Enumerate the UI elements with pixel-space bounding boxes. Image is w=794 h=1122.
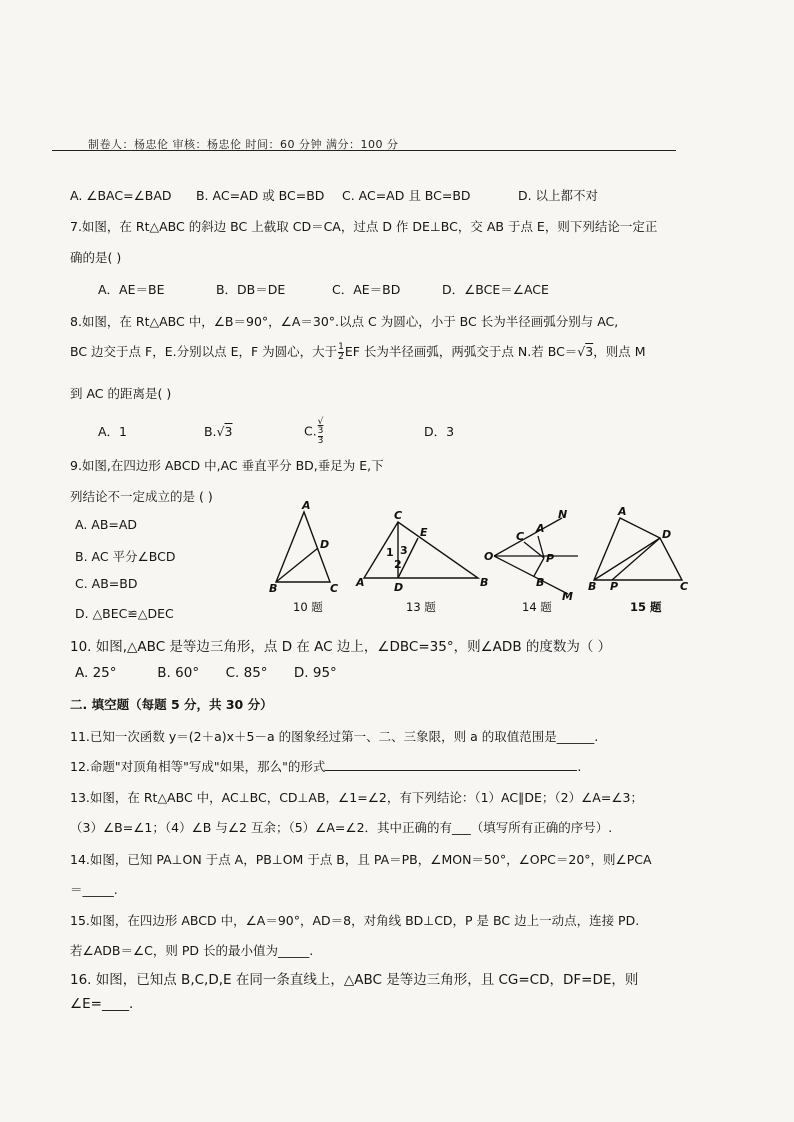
q6-options — [70, 186, 598, 204]
q16-stem-line2: ∠E=____. — [70, 996, 134, 1012]
figure-15-label-d: D — [662, 528, 672, 541]
q8-option-b: B.√3 — [203, 423, 233, 439]
q12-text: 12.命题"对顶角相等"写成"如果，那么"的形式 — [70, 759, 326, 774]
q7-option-c: C．AE＝BD — [331, 282, 401, 297]
figure-14-label-p: P — [546, 552, 555, 565]
q12-line: 12.命题"对顶角相等"写成"如果，那么"的形式 . — [70, 759, 582, 774]
q8-stem-line1: 8.如图，在 Rt△ABC 中，∠B＝90°，∠A＝30°.以点 C 为圆心，小于 BC 长为半径画弧分别与 AC, — [70, 314, 619, 329]
q8-stem-line3: 到 AC 的距离是( ) — [70, 386, 172, 401]
figure-13-label-2: 2 — [394, 558, 402, 571]
q8-line2-part-c: ，则点 M — [593, 344, 646, 359]
figure-10-label-d: D — [320, 538, 330, 551]
figure-14 — [484, 508, 582, 603]
q8-line2-part-a: BC 边交于点 F，E.分别以点 E，F 为圆心，大于 — [70, 344, 338, 359]
figure-15-label-a: A — [618, 505, 627, 518]
q8-stem-line2 — [70, 342, 645, 362]
figure-13-label-d: D — [394, 581, 404, 594]
figure-14-ray-on — [494, 518, 562, 556]
figure-14-label-c: C — [516, 530, 525, 543]
q6-option-a: A. ∠BAC=∠BAD — [70, 188, 172, 203]
q14-stem-line2: ＝_____. — [70, 882, 118, 897]
figure-13-svg — [356, 509, 492, 594]
figure-14-label-b: B — [536, 576, 545, 589]
q9-option-a: A. AB=AD — [75, 517, 138, 532]
q8-sqrt-3: √3 — [577, 344, 594, 359]
q8-option-c: C. √ 3 3 — [303, 417, 324, 446]
figure-10-label-a: A — [302, 499, 311, 512]
q10-option-d: D. 95° — [293, 665, 337, 681]
q15-stem-line2: 若∠ADB＝∠C，则 PD 长的最小值为_____. — [70, 943, 314, 958]
figure-13-label-b: B — [480, 576, 489, 589]
figure-10-label-c: C — [330, 582, 339, 595]
exam-header: 制卷人：杨忠伦 审核：杨忠伦 时间：60 分钟 满分：100 分 — [88, 138, 399, 151]
figure-15-label-p: P — [610, 580, 619, 593]
q9-stem-line1: 9.如图,在四边形 ABCD 中,AC 垂直平分 BD,垂足为 E,下 — [70, 458, 384, 473]
q8-fraction-half: $\frac{1}{2}$ — [338, 342, 344, 362]
figure-13-label-1: 1 — [386, 546, 394, 559]
q10-option-b: B. 60° — [157, 665, 200, 681]
q7-options — [98, 280, 549, 298]
q6-option-c: C. AC=AD 且 BC=BD — [341, 188, 471, 203]
q12-answer-blank — [325, 758, 577, 771]
q7-option-b: B．DB＝DE — [215, 282, 286, 297]
figure-15-segment-pd — [612, 538, 660, 580]
figure-15 — [588, 505, 689, 594]
figure-14-label-a: A — [536, 522, 545, 535]
q7-stem-line1: 7.如图，在 Rt△ABC 的斜边 BC 上截取 CD＝CA，过点 D 作 DE⊥BC，交 AB 于点 E，则下列结论一定正 — [70, 219, 658, 234]
caption-14: 14 题 — [522, 600, 552, 614]
caption-15: 15 题 — [630, 600, 662, 614]
figure-14-segment-pb — [534, 558, 544, 576]
q11-text: 11.已知一次函数 y＝(2＋a)x＋5－a 的图象经过第一、二、三象限，则 a 的取值范围是______. — [70, 729, 599, 744]
q13-stem-line1: 13.如图，在 Rt△ABC 中，AC⊥BC，CD⊥AB，∠1=∠2，有下列结论：（1）AC∥DE；（2）∠A=∠3； — [70, 790, 643, 805]
q7-option-a: A．AE＝BE — [98, 282, 165, 297]
caption-13: 13 题 — [406, 600, 436, 614]
q10-option-a: A. 25° — [75, 665, 117, 681]
q14-stem-line1: 14.如图，已知 PA⊥ON 于点 A，PB⊥OM 于点 B，且 PA＝PB，∠MON＝50°，∠OPC＝20°，则∠PCA — [70, 852, 652, 867]
figure-15-label-b: B — [588, 580, 597, 593]
q8-options — [98, 418, 454, 446]
figure-10 — [268, 499, 348, 595]
figure-14-label-m: M — [562, 590, 573, 603]
q8-option-d: D．3 — [423, 423, 455, 439]
figure-14-ray-om — [494, 556, 568, 594]
figure-13 — [356, 509, 492, 594]
q7-stem-line2: 确的是( ) — [70, 250, 122, 265]
figure-15-diagonal-bd — [594, 538, 660, 580]
q15-stem-line1: 15.如图，在四边形 ABCD 中，∠A＝90°，AD＝8，对角线 BD⊥CD，P 是 BC 边上一动点，连接 PD. — [70, 913, 640, 928]
q16-stem-line1: 16. 如图，已知点 B,C,D,E 在同一条直线上，△ABC 是等边三角形，且 CG=CD，DF=DE，则 — [70, 972, 639, 988]
figure-13-label-c: C — [394, 509, 403, 522]
caption-10: 10 题 — [293, 600, 323, 614]
figure-13-label-e: E — [420, 526, 428, 539]
q13-stem-line2: （3）∠B=∠1；（4）∠B 与∠2 互余；（5）∠A=∠2．其中正确的有___（填写所有正确的序号）. — [70, 820, 613, 835]
figure-10-label-b: B — [269, 582, 278, 595]
q9-option-c: C. AB=BD — [75, 576, 138, 591]
section-2-title: 二. 填空题（每题 5 分，共 30 分） — [70, 697, 273, 712]
q8-option-a: A．1 — [98, 423, 128, 439]
q9-option-d: D. △BEC≌△DEC — [75, 606, 174, 621]
q7-option-d: D．∠BCE＝∠ACE — [441, 282, 549, 297]
q10-option-c: C. 85° — [225, 665, 268, 681]
figure-14-label-o: O — [484, 550, 494, 563]
figure-15-svg — [588, 505, 689, 594]
figure-13-label-3: 3 — [400, 544, 408, 557]
q10-stem: 10. 如图,△ABC 是等边三角形，点 D 在 AC 边上，∠DBC=35°，则∠ADB 的度数为（ ） — [70, 639, 612, 655]
q8-line2-part-b: EF 长为半径画弧，两弧交于点 N.若 BC＝ — [344, 344, 578, 359]
q6-option-b: B. AC=AD 或 BC=BD — [195, 188, 325, 203]
figure-13-label-a: A — [356, 576, 365, 589]
q9-stem-line2: 列结论不一定成立的是 ( ) — [70, 489, 213, 504]
header-divider — [52, 150, 676, 151]
figure-14-svg — [484, 508, 582, 603]
q6-option-d: D. 以上都不对 — [517, 188, 599, 203]
q9-option-b: B. AC 平分∠BCD — [75, 549, 176, 564]
figure-10-svg — [268, 499, 348, 595]
figure-14-label-n: N — [558, 508, 568, 521]
figure-15-label-c: C — [680, 580, 689, 593]
q10-options — [75, 665, 337, 681]
